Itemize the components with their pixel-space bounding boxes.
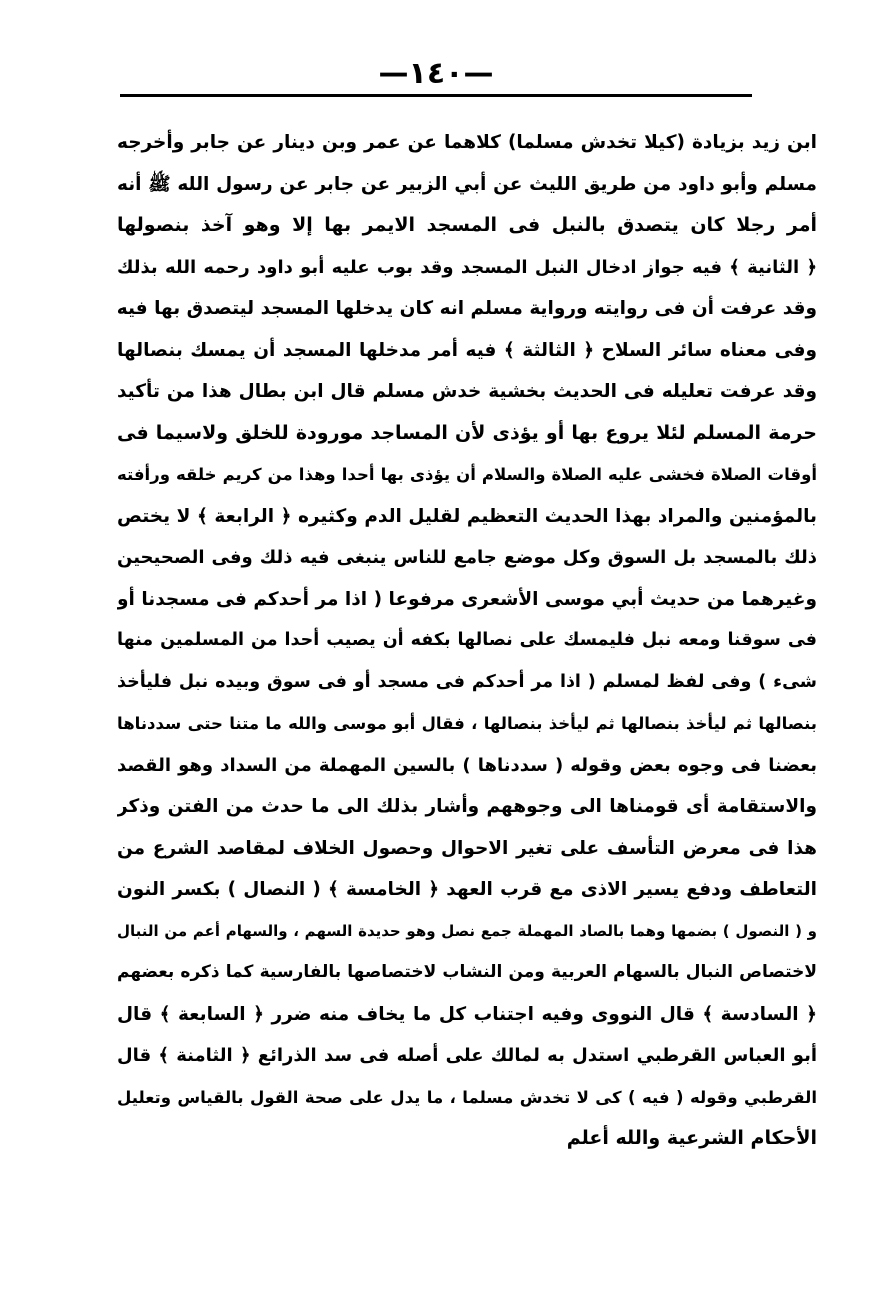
text-line: ابن زيد بزيادة (كيلا تخدش مسلما) كلاهما عن عمر وبن دينار عن جابر وأخرجه <box>117 132 817 153</box>
text-line: وغيرهما من حديث أبي موسى الأشعرى مرفوعا ( اذا مر أحدكم فى مسجدنا أو <box>117 588 817 610</box>
text-line: وقد عرفت تعليله فى الحديث بخشية خدش مسلم قال ابن بطال هذا من تأكيد <box>117 381 817 402</box>
text-line: هذا فى معرض التأسف على تغير الاحوال وحصول الخلاف لمقاصد الشرع من <box>117 837 817 859</box>
text-line: ﴿ السادسة ﴾ قال النووى وفيه اجتناب كل ما يخاف منه ضرر ﴿ السابعة ﴾ قال <box>117 1003 817 1025</box>
header-rule <box>120 94 752 97</box>
page-number: —١٤٠— <box>378 56 494 91</box>
text-line: حرمة المسلم لئلا يروع بها أو يؤذى لأن المساجد مورودة للخلق ولاسيما فى <box>117 421 817 444</box>
text-line: مسلم وأبو داود من طريق الليث عن أبي الزبير عن جابر عن رسول الله ﷺ أنه <box>117 173 817 195</box>
text-line: أوقات الصلاة فخشى عليه الصلاة والسلام أن يؤذى بها أحدا وهذا من كريم خلقه ورأفته <box>117 465 817 484</box>
text-line: الأحكام الشرعية والله أعلم <box>566 1127 817 1149</box>
text-line: القرطبي وقوله ( فيه ) كى لا تخدش مسلما ، ما يدل على صحة القول بالقياس وتعليل <box>117 1087 817 1107</box>
text-line: ذلك بالمسجد بل السوق وكل موضع جامع للناس ينبغى فيه ذلك وفى الصحيحين <box>117 547 817 568</box>
text-line: شىء ) وفى لفظ لمسلم ( اذا مر أحدكم فى مسجد أو فى سوق وبيده نبل فليأخذ <box>117 671 817 692</box>
text-line: بنصالها ثم ليأخذ بنصالها ثم ليأخذ بنصالها ، فقال أبو موسى والله ما متنا حتى سددناها <box>117 714 817 733</box>
text-line: بالمؤمنين والمراد بهذا الحديث التعظيم لقليل الدم وكثيره ﴿ الرابعة ﴾ لا يختص <box>117 505 817 527</box>
text-line: فى سوقنا ومعه نبل فليمسك على نصالها بكفه أن يصيب أحدا من المسلمين منها <box>117 630 817 650</box>
text-line: التعاطف ودفع يسير الاذى مع قرب العهد ﴿ الخامسة ﴾ ( النصال ) بكسر النون <box>117 879 817 900</box>
text-line: والاستقامة أى قومناها الى وجوههم وأشار بذلك الى ما حدث من الفتن وذكر <box>117 796 817 817</box>
text-line: وقد عرفت أن فى روايته ورواية مسلم انه كان يدخلها المسجد ليتصدق بها فيه <box>117 298 817 319</box>
text-line: أمر رجلا كان يتصدق بالنبل فى المسجد الايمر بها إلا وهو آخذ بنصولها <box>117 214 817 236</box>
text-line: أبو العباس القرطبي استدل به لمالك على أصله فى سد الذرائع ﴿ الثامنة ﴾ قال <box>117 1045 817 1066</box>
body-text <box>117 122 817 1160</box>
text-line: لاختصاص النبال بالسهام العربية ومن النشاب لاختصاصها بالفارسية كما ذكره بعضهم <box>117 962 817 982</box>
page-header <box>120 50 752 100</box>
text-line: ﴿ الثانية ﴾ فيه جواز ادخال النبل المسجد وقد بوب عليه أبو داود رحمه الله بذلك <box>117 256 817 278</box>
text-line: وفى معناه سائر السلاح ﴿ الثالثة ﴾ فيه أمر مدخلها المسجد أن يمسك بنصالها <box>117 339 817 361</box>
text-line: بعضنا فى وجوه بعض وقوله ( سددناها ) بالسين المهملة من السداد وهو القصد <box>117 754 817 776</box>
text-line: و ( النصول ) بضمها وهما بالصاد المهملة جمع نصل وهو حديدة السهم ، والسهام أعم من النبال <box>117 921 817 940</box>
